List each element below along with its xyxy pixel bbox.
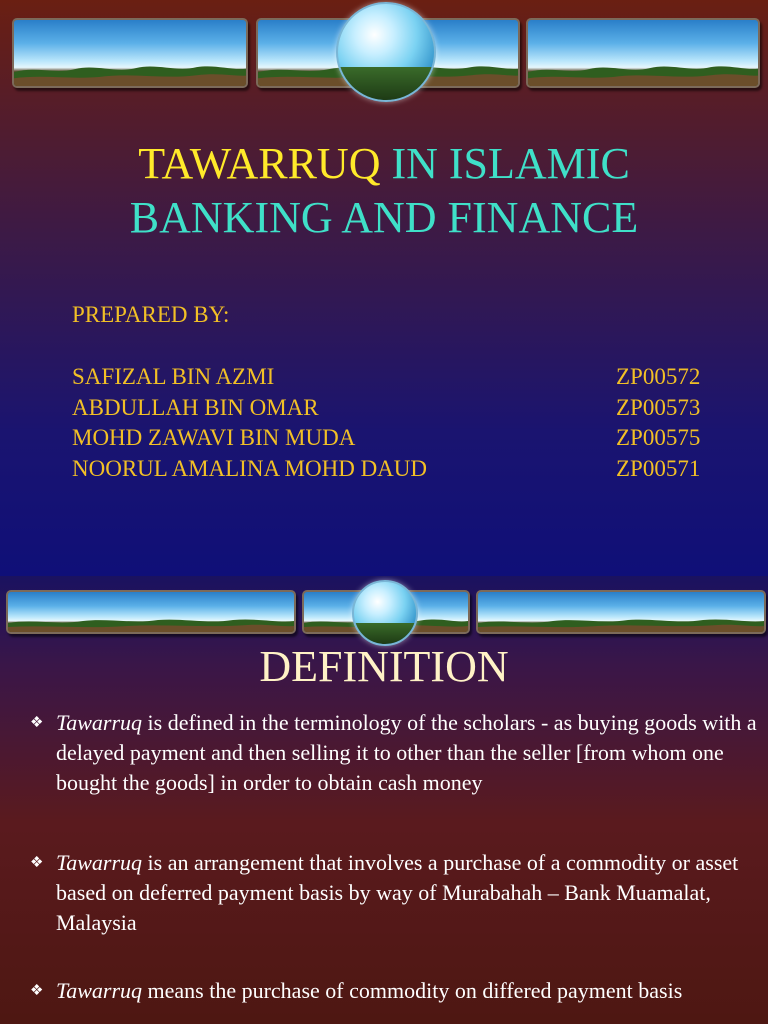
member-row: [72, 423, 712, 454]
prepared-by-label: PREPARED BY:: [72, 302, 230, 327]
definition-text: is defined in the terminology of the scholars - as buying goods with a delayed payment and then selling it to other than the seller [from whom one bought the goods] in order to obtain cash money: [56, 710, 757, 795]
member-id: ZP00571: [616, 455, 701, 481]
landscape-banner: [0, 10, 768, 94]
landscape-panel-right: [526, 18, 760, 88]
diamond-bullet-icon: ❖: [30, 855, 44, 871]
title-highlight: TAWARRUQ: [138, 139, 381, 188]
landscape-panel-left: [6, 590, 296, 634]
member-row: [72, 454, 712, 485]
hills-graphic: [528, 60, 760, 86]
definition-title: DEFINITION: [259, 642, 509, 691]
landscape-panel-left: [12, 18, 248, 88]
term-label: Tawarruq: [56, 710, 143, 735]
member-row: [72, 393, 712, 424]
term-label: Tawarruq: [56, 978, 143, 1003]
definition-text: means the purchase of commodity on differed payment basis: [142, 978, 683, 1003]
landscape-banner: [0, 580, 768, 644]
presentation-title-line2: BANKING AND FINANCE: [129, 193, 639, 242]
globe-icon: [352, 580, 418, 646]
member-id: ZP00572: [616, 364, 701, 389]
hills-graphic: [8, 616, 294, 632]
definition-list: [30, 708, 762, 1006]
landscape-panel-right: [476, 590, 766, 634]
title-line1-rest: IN ISLAMIC: [380, 139, 630, 188]
member-list: [72, 362, 712, 484]
hills-graphic: [478, 616, 764, 632]
hills-graphic: [14, 60, 248, 86]
member-name: NOORUL AMALINA MOHD DAUD: [72, 455, 428, 481]
member-row: [72, 362, 712, 393]
diamond-bullet-icon: ❖: [30, 983, 44, 999]
member-name: ABDULLAH BIN OMAR: [72, 394, 319, 420]
definition-text: is an arrangement that involves a purchase of a commodity or asset based on deferred payment basis by way of Murabahah – Bank Muamalat, Malaysia: [56, 850, 739, 935]
diamond-bullet-icon: ❖: [30, 715, 44, 731]
definition-item: [30, 708, 762, 798]
term-label: Tawarruq: [56, 850, 143, 875]
presentation-title: [0, 136, 768, 192]
member-name: SAFIZAL BIN AZMI: [72, 364, 275, 389]
member-id: ZP00573: [616, 394, 701, 420]
member-name: MOHD ZAWAVI BIN MUDA: [72, 425, 356, 450]
member-id: ZP00575: [616, 425, 701, 450]
definition-item: [30, 976, 762, 1006]
globe-icon: [336, 2, 436, 102]
definition-item: [30, 848, 762, 938]
